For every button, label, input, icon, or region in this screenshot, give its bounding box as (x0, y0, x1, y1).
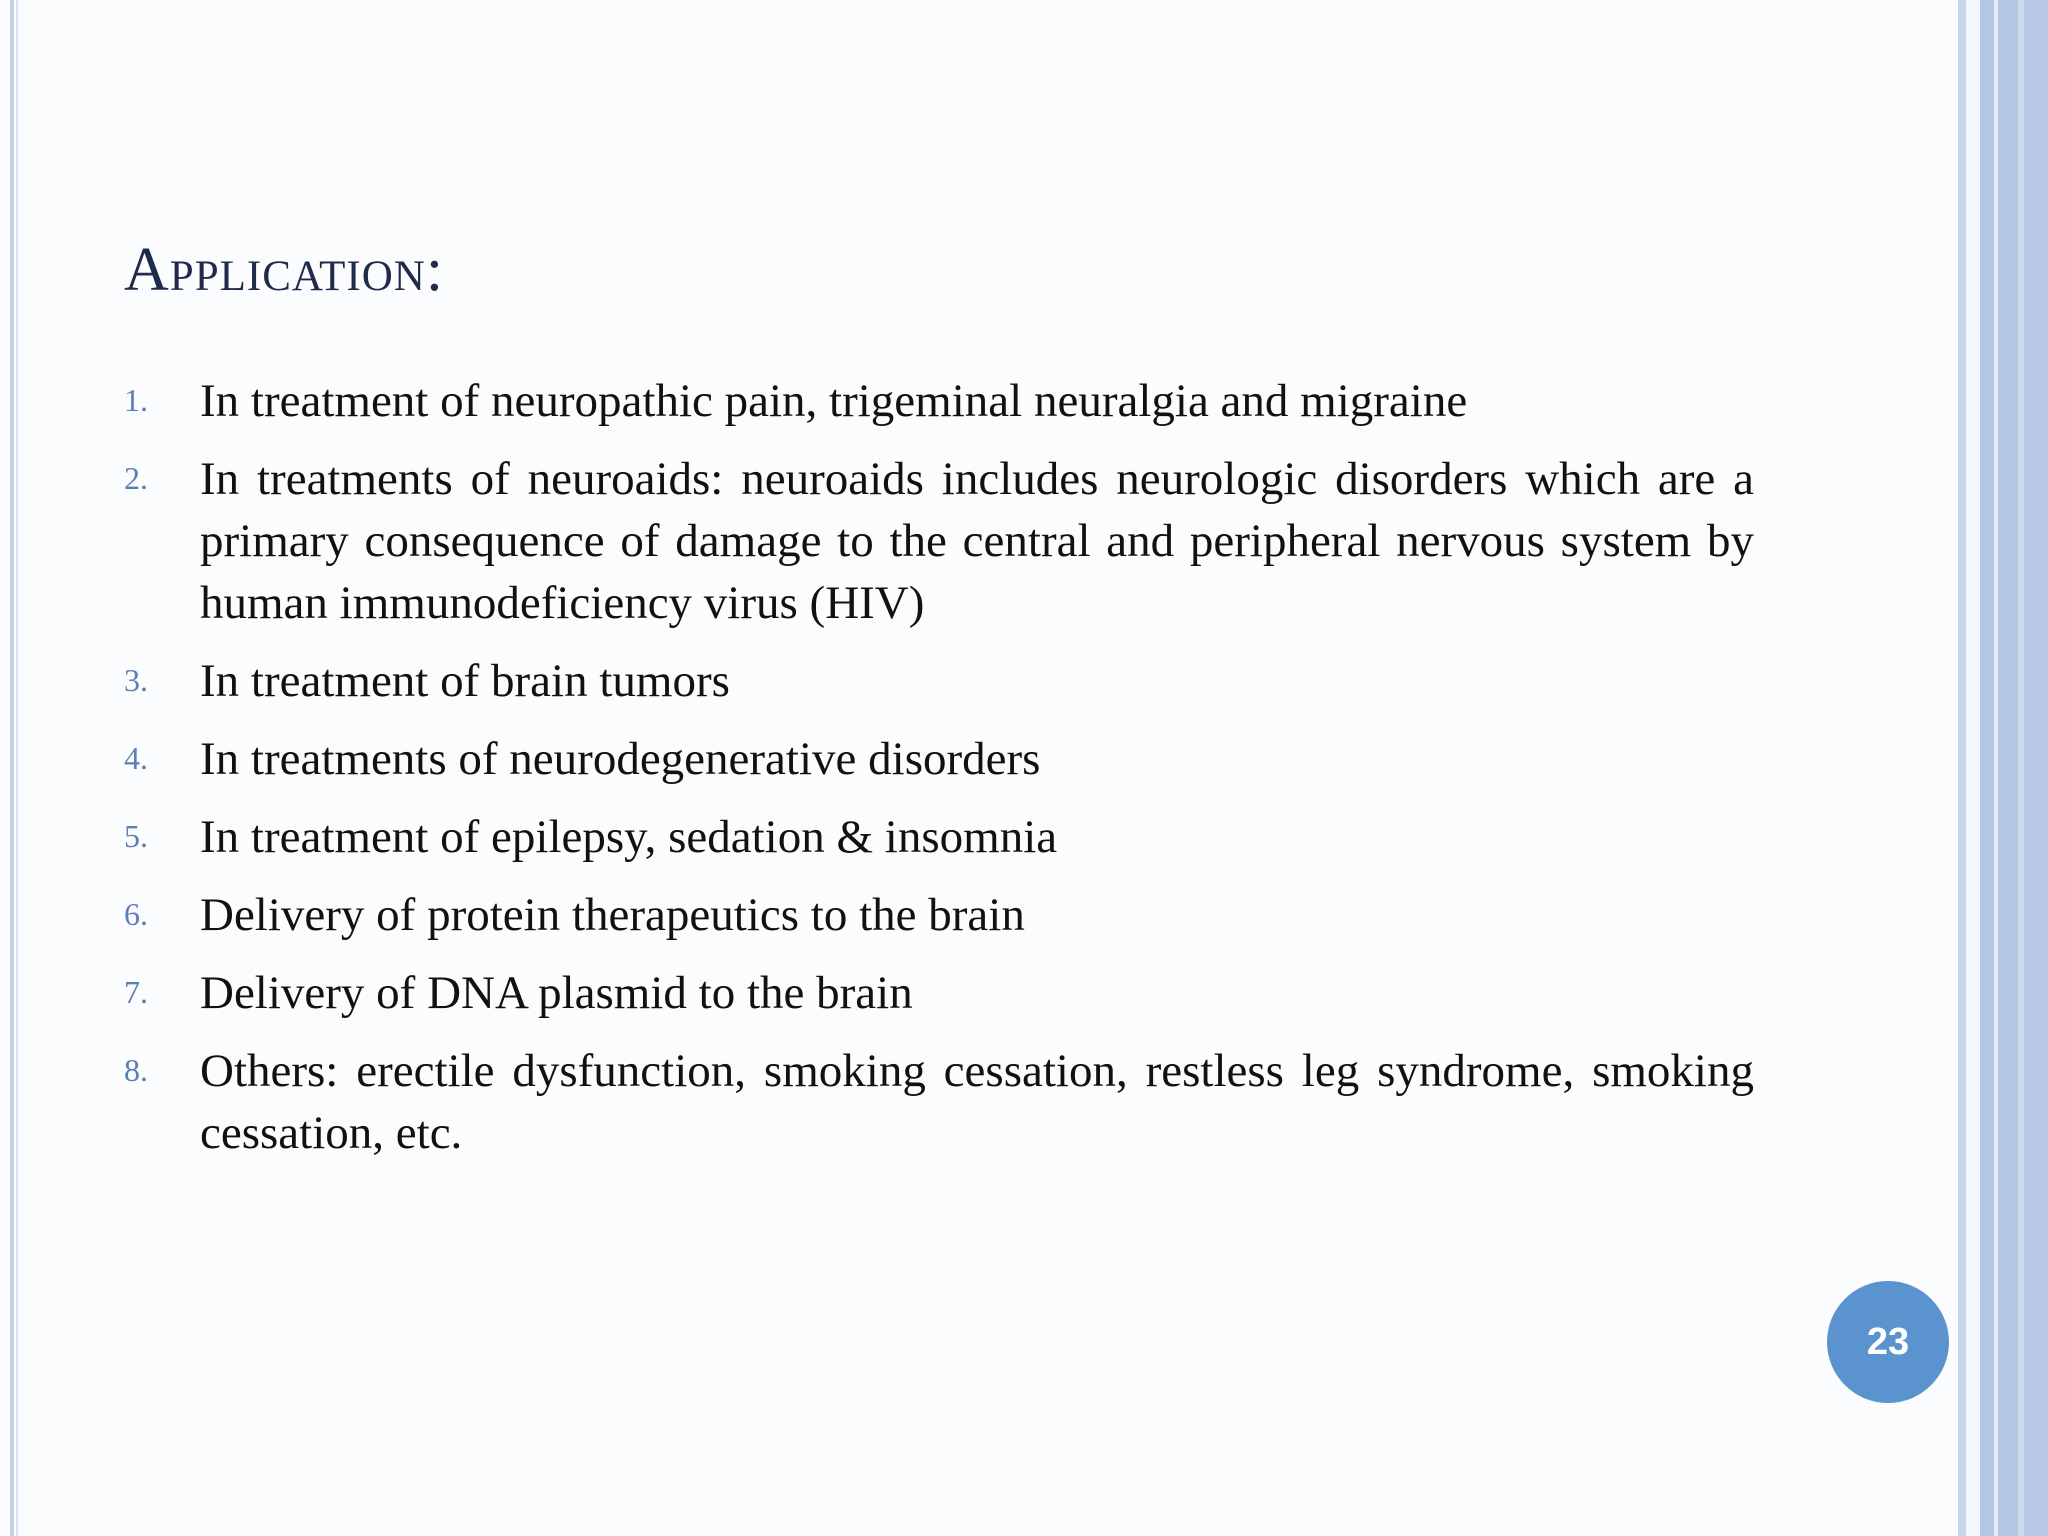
list-item (124, 884, 1754, 946)
list-item-number: 5. (124, 818, 148, 854)
right-border-stripe (2024, 0, 2048, 1536)
list-item (124, 728, 1754, 790)
list-item (124, 806, 1754, 868)
page-number: 23 (1866, 1320, 1910, 1363)
page-number-badge (1827, 1281, 1949, 1403)
slide-title: Application: (124, 236, 445, 304)
list-item-number: 1. (124, 382, 148, 418)
right-border-gap (1966, 0, 1980, 1536)
list-item-text: In treatment of brain tumors (200, 655, 730, 707)
list-item-number: 2. (124, 460, 148, 496)
application-list (124, 370, 1754, 1180)
list-item-number: 4. (124, 740, 148, 776)
right-border-stripe (1980, 0, 1994, 1536)
list-item (124, 370, 1754, 432)
list-item-number: 3. (124, 662, 148, 698)
list-item-text: In treatments of neuroaids: neuroaids includes neurologic disorders which are a primary consequence of damage to the central and peripheral nervous system by human immunodeficiency virus (HIV) (200, 453, 1754, 629)
list-item-text: Others: erectile dysfunction, smoking cessation, restless leg syndrome, smoking cessation, etc. (200, 1045, 1754, 1159)
list-item-text: In treatment of neuropathic pain, trigeminal neuralgia and migraine (200, 375, 1468, 427)
list-item (124, 962, 1754, 1024)
list-item (124, 650, 1754, 712)
right-border-stripe (1998, 0, 2018, 1536)
list-item-number: 7. (124, 974, 148, 1010)
list-item-text: In treatment of epilepsy, sedation & insomnia (200, 811, 1058, 863)
list-item-number: 8. (124, 1052, 148, 1088)
right-border-stripe (1958, 0, 1966, 1536)
left-border-stripe-inner (16, 0, 18, 1536)
list-item-text: In treatments of neurodegenerative disorders (200, 733, 1041, 785)
list-item-text: Delivery of protein therapeutics to the brain (200, 889, 1025, 941)
list-item-text: Delivery of DNA plasmid to the brain (200, 967, 913, 1019)
list-item-number: 6. (124, 896, 148, 932)
list-item (124, 448, 1754, 634)
left-border-stripe (10, 0, 14, 1536)
list-item (124, 1040, 1754, 1164)
